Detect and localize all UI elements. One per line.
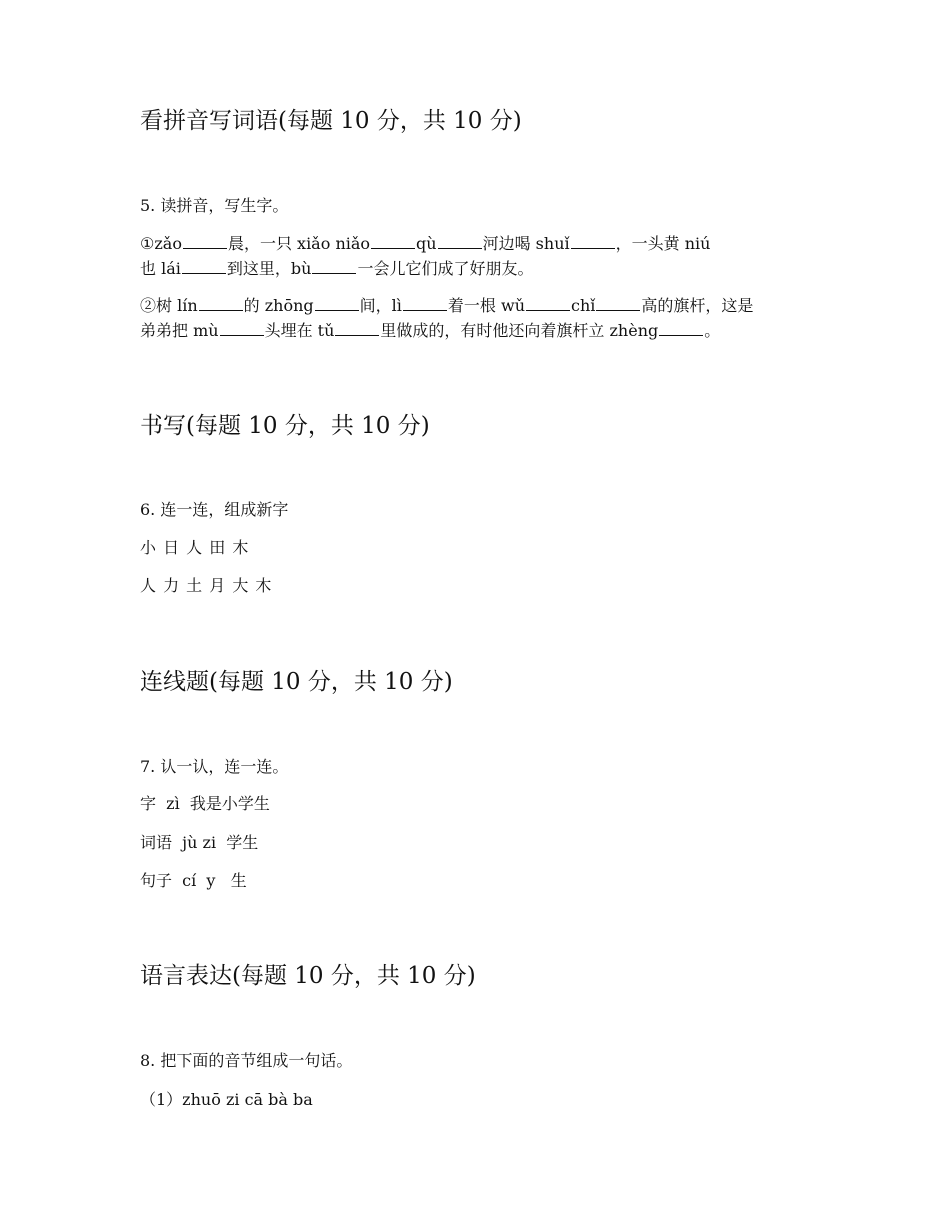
- text-segment: 一会儿它们成了好朋友。: [357, 259, 534, 278]
- answer-blank[interactable]: [438, 234, 482, 249]
- q7-row-2: 词语 jù zi 学生: [140, 833, 259, 852]
- answer-blank[interactable]: [371, 234, 415, 249]
- text-segment: 里做成的，有时他还向着旗杆立 zhèng: [380, 321, 659, 340]
- section-heading-pinyin: 看拼音写词语(每题 10 分，共 10 分): [140, 108, 522, 134]
- answer-blank[interactable]: [526, 296, 570, 311]
- answer-blank[interactable]: [335, 321, 379, 336]
- answer-blank[interactable]: [182, 259, 226, 274]
- text-segment: 晨，一只 xiǎo niǎo: [227, 234, 371, 253]
- question-5: 5. 读拼音，写生字。: [140, 196, 289, 215]
- text-segment: 的 zhōng: [243, 296, 314, 315]
- text-segment: ②树 lín: [140, 296, 198, 315]
- section-heading-expression: 语言表达(每题 10 分，共 10 分): [140, 963, 476, 989]
- q5-item1-line2: [140, 258, 533, 280]
- answer-blank[interactable]: [312, 259, 356, 274]
- text-segment: 着一根 wǔ: [447, 296, 525, 315]
- text-segment: 也 lái: [140, 259, 181, 278]
- text-segment: 弟弟把 mù: [140, 321, 219, 340]
- answer-blank[interactable]: [183, 234, 227, 249]
- text-segment: ，一头黄 niú: [615, 234, 711, 253]
- section-heading-matching: 连线题(每题 10 分，共 10 分): [140, 669, 453, 695]
- q6-row-2: 人 力 土 月 大 木: [140, 576, 273, 595]
- text-segment: 间，lì: [359, 296, 402, 315]
- answer-blank[interactable]: [571, 234, 615, 249]
- answer-blank[interactable]: [315, 296, 359, 311]
- text-segment: 头埋在 tǔ: [264, 321, 335, 340]
- q5-item2-line1: [140, 295, 753, 317]
- q5-item1-line1: [140, 233, 710, 255]
- answer-blank[interactable]: [199, 296, 243, 311]
- text-segment: qù: [416, 234, 437, 253]
- answer-blank[interactable]: [659, 321, 703, 336]
- q5-item2-line2: [140, 320, 720, 342]
- question-8: 8. 把下面的音节组成一句话。: [140, 1051, 353, 1070]
- section-heading-writing: 书写(每题 10 分，共 10 分): [140, 413, 430, 439]
- question-7: 7. 认一认，连一连。: [140, 757, 289, 776]
- text-segment: 高的旗杆，这是: [641, 296, 754, 315]
- answer-blank[interactable]: [596, 296, 640, 311]
- text-segment: chǐ: [571, 296, 596, 315]
- answer-blank[interactable]: [403, 296, 447, 311]
- answer-blank[interactable]: [220, 321, 264, 336]
- q7-row-3: 句子 cí y 生: [140, 871, 247, 890]
- q8-row-1: （1）zhuō zi cā bà ba: [140, 1090, 313, 1109]
- q7-row-1: 字 zì 我是小学生: [140, 794, 270, 813]
- text-segment: 到这里，bù: [226, 259, 312, 278]
- question-6: 6. 连一连，组成新字: [140, 500, 289, 519]
- text-segment: ①zǎo: [140, 234, 182, 253]
- text-segment: 河边喝 shuǐ: [482, 234, 570, 253]
- text-segment: 。: [704, 321, 721, 340]
- q6-row-1: 小 日 人 田 木: [140, 538, 250, 557]
